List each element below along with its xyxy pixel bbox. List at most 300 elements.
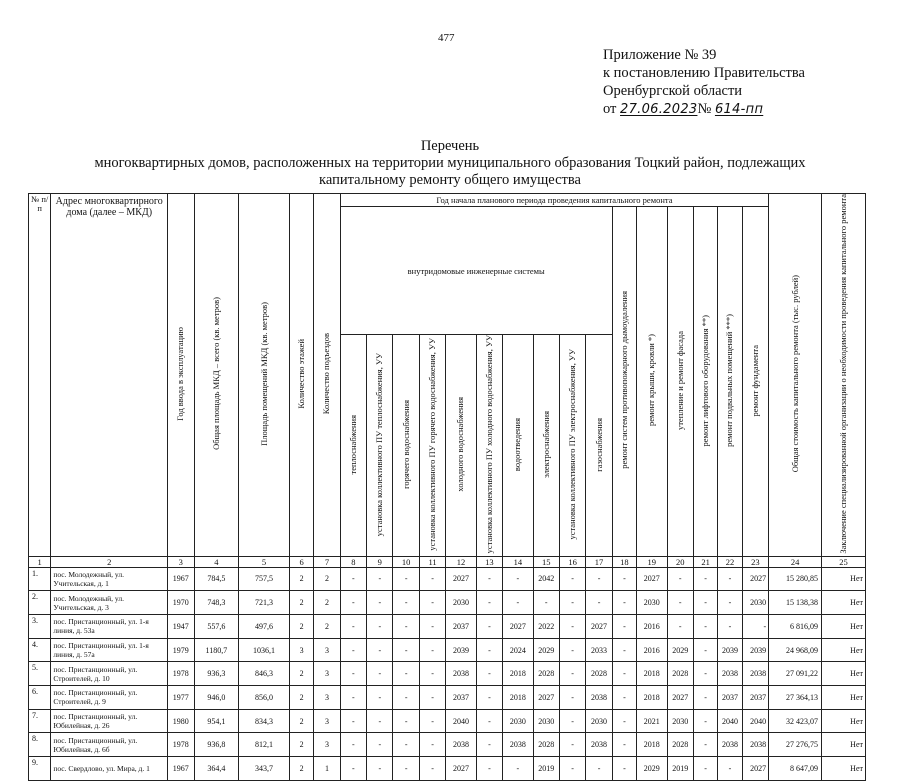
table-cell: 2038: [503, 733, 533, 757]
table-cell: -: [559, 591, 585, 615]
address-cell: пос. Пристанционный, ул. Юбилейная, д. 6б: [51, 733, 168, 757]
table-cell: -: [612, 662, 636, 686]
table-cell: 936,3: [194, 662, 239, 686]
conclusion-cell: Нет: [821, 614, 865, 638]
table-cell: 2019: [533, 757, 559, 781]
row-number: 5.: [29, 662, 51, 686]
table-cell: -: [367, 709, 393, 733]
table-cell: 1970: [168, 591, 194, 615]
table-cell: -: [693, 591, 717, 615]
table-cell: -: [612, 686, 636, 710]
table-cell: 2: [289, 662, 313, 686]
table-cell: 2: [314, 591, 340, 615]
table-cell: 834,3: [239, 709, 290, 733]
cost-cell: 15 138,38: [769, 591, 822, 615]
table-cell: -: [340, 709, 366, 733]
column-number: 24: [769, 556, 822, 567]
table-cell: 954,1: [194, 709, 239, 733]
table-cell: 721,3: [239, 591, 290, 615]
table-cell: 3: [314, 686, 340, 710]
appendix-date-line: [603, 100, 805, 119]
table-cell: 497,6: [239, 614, 290, 638]
table-cell: 784,5: [194, 567, 239, 591]
table-cell: -: [393, 567, 419, 591]
header-work-11: ремонт систем противопожарного дымоудаления: [618, 291, 629, 470]
column-number: 7: [314, 556, 340, 567]
table-cell: -: [340, 567, 366, 591]
table-cell: 2: [289, 614, 313, 638]
table-cell: 2: [289, 709, 313, 733]
table-cell: 2: [314, 567, 340, 591]
table-cell: -: [476, 567, 502, 591]
table-cell: 2039: [446, 638, 476, 662]
row-number: 3.: [29, 614, 51, 638]
table-cell: 2024: [503, 638, 533, 662]
table-cell: 3: [314, 638, 340, 662]
table-body: [29, 567, 866, 780]
header-address: Адрес многоквартирного дома (далее – МКД): [51, 194, 168, 557]
title-line-2: многоквартирных домов, расположенных на территории муниципального образования Тоцкий район, подлежащих: [94, 155, 806, 171]
table-cell: -: [476, 662, 502, 686]
table-cell: 2038: [586, 686, 612, 710]
table-cell: -: [667, 567, 693, 591]
table-cell: 856,0: [239, 686, 290, 710]
conclusion-cell: Нет: [821, 733, 865, 757]
cost-cell: 27 091,22: [769, 662, 822, 686]
table-cell: -: [718, 567, 742, 591]
table-cell: 1036,1: [239, 638, 290, 662]
column-number: 8: [340, 556, 366, 567]
table-cell: 2038: [586, 733, 612, 757]
conclusion-cell: Нет: [821, 591, 865, 615]
header-year-built: Год ввода в эксплуатацию: [175, 326, 186, 421]
table-cell: 2018: [637, 733, 667, 757]
address-cell: пос. Пристанционный, ул. Юбилейная, д. 26: [51, 709, 168, 733]
table-cell: 2038: [742, 662, 769, 686]
column-number: 4: [194, 556, 239, 567]
table-cell: 2027: [586, 614, 612, 638]
housing-repair-table: [28, 193, 866, 781]
column-number: 9: [367, 556, 393, 567]
table-cell: 2037: [446, 686, 476, 710]
table-cell: -: [367, 757, 393, 781]
table-cell: 2030: [742, 591, 769, 615]
table-cell: -: [559, 757, 585, 781]
table-cell: 2038: [718, 733, 742, 757]
table-cell: 557,6: [194, 614, 239, 638]
header-plan-period: Год начала планового периода проведения капитального ремонта: [340, 194, 768, 207]
table-cell: -: [559, 733, 585, 757]
table-cell: -: [693, 567, 717, 591]
table-cell: 2: [289, 757, 313, 781]
cost-cell: 32 423,07: [769, 709, 822, 733]
header-floors: Количество этажей: [296, 339, 307, 409]
header-premises-area: Площадь помещений МКД (кв. метров): [258, 301, 269, 446]
column-number-row: [29, 556, 866, 567]
header-work-13: утепление и ремонт фасада: [674, 330, 685, 430]
table-cell: 2030: [503, 709, 533, 733]
table-cell: -: [559, 709, 585, 733]
table-cell: 2030: [637, 591, 667, 615]
address-cell: пос. Молодежный, ул. Учительская, д. 3: [51, 591, 168, 615]
column-number: 10: [393, 556, 419, 567]
table-cell: 2021: [637, 709, 667, 733]
header-work-1: теплоснабжения: [347, 414, 358, 475]
column-number: 1: [29, 556, 51, 567]
number-prefix: №: [697, 101, 712, 117]
table-cell: 2018: [503, 686, 533, 710]
address-cell: пос. Пристанционный, ул. Строителей, д. 10: [51, 662, 168, 686]
table-row: [29, 709, 866, 733]
table-cell: 2028: [586, 662, 612, 686]
table-cell: 2027: [742, 567, 769, 591]
table-cell: 2018: [637, 662, 667, 686]
handwritten-number: 614-пп: [714, 102, 764, 117]
table-cell: 1180,7: [194, 638, 239, 662]
header-work-4: установка коллективного ПУ горячего водоснабжения, УУ: [427, 338, 438, 551]
table-cell: -: [476, 591, 502, 615]
table-cell: -: [476, 686, 502, 710]
table-cell: -: [419, 591, 445, 615]
table-cell: -: [718, 757, 742, 781]
header-work-3: горячего водоснабжения: [400, 400, 411, 489]
table-cell: 1979: [168, 638, 194, 662]
table-cell: 2027: [503, 614, 533, 638]
table-cell: 1978: [168, 662, 194, 686]
table-cell: -: [419, 662, 445, 686]
table-cell: 1: [314, 757, 340, 781]
table-cell: -: [612, 567, 636, 591]
table-cell: -: [476, 757, 502, 781]
table-cell: -: [393, 733, 419, 757]
table-cell: 2038: [446, 662, 476, 686]
table-cell: -: [718, 614, 742, 638]
table-cell: -: [393, 638, 419, 662]
table-cell: -: [393, 614, 419, 638]
table-cell: 2019: [667, 757, 693, 781]
table-cell: 2028: [533, 662, 559, 686]
table-cell: 2037: [718, 686, 742, 710]
table-cell: -: [612, 638, 636, 662]
table-cell: -: [419, 567, 445, 591]
table-cell: 2029: [533, 638, 559, 662]
table-cell: 936,8: [194, 733, 239, 757]
appendix-block: [603, 46, 805, 119]
table-cell: -: [476, 733, 502, 757]
column-number: 3: [168, 556, 194, 567]
table-row: [29, 757, 866, 781]
table-cell: 757,5: [239, 567, 290, 591]
table-cell: 343,7: [239, 757, 290, 781]
table-cell: 2027: [446, 757, 476, 781]
row-number: 1.: [29, 567, 51, 591]
table-cell: 812,1: [239, 733, 290, 757]
header-cost: Общая стоимость капитального ремонта (тыс. рублей): [789, 275, 800, 473]
table-cell: -: [612, 591, 636, 615]
row-number: 6.: [29, 686, 51, 710]
header-work-9: установка коллективного ПУ электроснабжения, УУ: [567, 349, 578, 540]
table-cell: -: [419, 757, 445, 781]
table-cell: 2016: [637, 638, 667, 662]
table-cell: -: [419, 614, 445, 638]
table-cell: 2033: [586, 638, 612, 662]
table-cell: -: [419, 686, 445, 710]
column-number: 23: [742, 556, 769, 567]
table-cell: -: [693, 686, 717, 710]
table-cell: 3: [314, 733, 340, 757]
table-cell: -: [393, 686, 419, 710]
table-cell: -: [393, 709, 419, 733]
cost-cell: 6 816,09: [769, 614, 822, 638]
table-row: [29, 638, 866, 662]
address-cell: пос. Молодежный, ул. Учительская, д. 1: [51, 567, 168, 591]
conclusion-cell: Нет: [821, 709, 865, 733]
table-cell: -: [693, 662, 717, 686]
table-cell: -: [693, 757, 717, 781]
table-row: [29, 686, 866, 710]
table-cell: 364,4: [194, 757, 239, 781]
table-cell: -: [367, 662, 393, 686]
table-cell: -: [393, 757, 419, 781]
table-cell: -: [559, 567, 585, 591]
table-cell: 1967: [168, 567, 194, 591]
table-cell: -: [340, 686, 366, 710]
table-cell: -: [419, 733, 445, 757]
row-number: 4.: [29, 638, 51, 662]
conclusion-cell: Нет: [821, 638, 865, 662]
table-cell: -: [476, 709, 502, 733]
table-row: [29, 733, 866, 757]
table-cell: -: [667, 591, 693, 615]
appendix-line-2: к постановлению Правительства: [603, 65, 805, 81]
column-number: 13: [476, 556, 502, 567]
table-cell: -: [419, 638, 445, 662]
table-cell: -: [476, 614, 502, 638]
table-cell: -: [742, 614, 769, 638]
cost-cell: 8 647,09: [769, 757, 822, 781]
table-cell: 1978: [168, 733, 194, 757]
table-cell: 2040: [718, 709, 742, 733]
row-number: 9.: [29, 757, 51, 781]
table-cell: 2018: [637, 686, 667, 710]
table-cell: -: [367, 567, 393, 591]
table-cell: 2030: [446, 591, 476, 615]
appendix-line-3: Оренбургской области: [603, 83, 743, 99]
column-number: 25: [821, 556, 865, 567]
cost-cell: 27 276,75: [769, 733, 822, 757]
header-work-12: ремонт крыши, кровли *): [646, 334, 657, 427]
table-cell: 1967: [168, 757, 194, 781]
column-number: 19: [637, 556, 667, 567]
table-cell: -: [586, 591, 612, 615]
date-prefix: от: [603, 101, 617, 117]
conclusion-cell: Нет: [821, 686, 865, 710]
header-work-15: ремонт подвальных помещений ***): [724, 313, 735, 447]
header-work-2: установка коллективного ПУ теплоснабжения, УУ: [374, 352, 385, 537]
table-cell: 2018: [503, 662, 533, 686]
header-np: № п/п: [29, 194, 51, 557]
table-cell: 1947: [168, 614, 194, 638]
table-cell: -: [559, 686, 585, 710]
header-work-8: электроснабжения: [540, 411, 551, 478]
table-cell: -: [419, 709, 445, 733]
header-engineering: внутридомовые инженерные системы: [340, 207, 612, 335]
table-cell: -: [340, 757, 366, 781]
column-number: 16: [559, 556, 585, 567]
table-cell: -: [340, 638, 366, 662]
table-cell: 2030: [586, 709, 612, 733]
title-line-1: Перечень: [420, 138, 480, 154]
table-cell: -: [367, 638, 393, 662]
table-cell: 2027: [533, 686, 559, 710]
document-title: [40, 138, 860, 189]
cost-cell: 27 364,13: [769, 686, 822, 710]
table-cell: 2028: [533, 733, 559, 757]
table-cell: 846,3: [239, 662, 290, 686]
table-cell: 1977: [168, 686, 194, 710]
column-number: 21: [693, 556, 717, 567]
header-conclusion: Заключение специализированной организации о необходимости проведения капитального ремонта: [837, 194, 848, 554]
column-number: 20: [667, 556, 693, 567]
row-number: 8.: [29, 733, 51, 757]
table-cell: -: [367, 733, 393, 757]
table-cell: 2038: [446, 733, 476, 757]
table-cell: -: [503, 591, 533, 615]
header-total-area: Общая площадь МКД – всего (кв. метров): [210, 297, 221, 451]
table-row: [29, 591, 866, 615]
header-work-14: ремонт лифтового оборудования **): [700, 314, 711, 447]
table-cell: -: [367, 686, 393, 710]
table-cell: -: [393, 591, 419, 615]
column-number: 2: [51, 556, 168, 567]
table-cell: -: [586, 567, 612, 591]
column-number: 5: [239, 556, 290, 567]
table-cell: -: [612, 757, 636, 781]
table-cell: 2029: [667, 638, 693, 662]
table-cell: 2040: [742, 709, 769, 733]
table-cell: -: [693, 614, 717, 638]
table-cell: -: [612, 709, 636, 733]
table-cell: 3: [289, 638, 313, 662]
header-work-7: водоотведения: [512, 417, 523, 472]
table-cell: 2027: [742, 757, 769, 781]
table-cell: 2: [289, 733, 313, 757]
table-cell: -: [718, 591, 742, 615]
table-cell: 2: [289, 686, 313, 710]
column-number: 12: [446, 556, 476, 567]
table-cell: -: [533, 591, 559, 615]
table-cell: 2027: [667, 686, 693, 710]
table-cell: 2: [314, 614, 340, 638]
cost-cell: 24 968,09: [769, 638, 822, 662]
table-cell: 1980: [168, 709, 194, 733]
table-cell: 2042: [533, 567, 559, 591]
address-cell: пос. Пристанционный, ул. Строителей, д. 9: [51, 686, 168, 710]
table-cell: 2028: [667, 733, 693, 757]
page-number: 477: [438, 32, 455, 44]
table-cell: -: [340, 733, 366, 757]
address-cell: пос. Пристанционный, ул. 1-я линия, д. 53а: [51, 614, 168, 638]
table-cell: 3: [314, 709, 340, 733]
table-cell: 2030: [667, 709, 693, 733]
table-cell: -: [340, 591, 366, 615]
column-number: 17: [586, 556, 612, 567]
table-row: [29, 662, 866, 686]
table-cell: 2039: [718, 638, 742, 662]
address-cell: пос. Пристанционный, ул. 1-я линия, д. 57а: [51, 638, 168, 662]
table-row: [29, 614, 866, 638]
column-number: 14: [503, 556, 533, 567]
table-cell: -: [693, 638, 717, 662]
cost-cell: 15 280,85: [769, 567, 822, 591]
conclusion-cell: Нет: [821, 662, 865, 686]
table-cell: -: [612, 614, 636, 638]
table-cell: 748,3: [194, 591, 239, 615]
column-number: 11: [419, 556, 445, 567]
table-cell: -: [393, 662, 419, 686]
table-cell: -: [340, 662, 366, 686]
table-cell: -: [559, 638, 585, 662]
header-work-10: газоснабжения: [593, 417, 604, 472]
table-cell: 2038: [718, 662, 742, 686]
table-cell: -: [667, 614, 693, 638]
table-cell: 2022: [533, 614, 559, 638]
row-number: 7.: [29, 709, 51, 733]
table-cell: -: [559, 614, 585, 638]
appendix-line-1: Приложение № 39: [603, 47, 717, 63]
header-entrances: Количество подъездов: [321, 333, 332, 415]
title-line-3: капитальному ремонту общего имущества: [319, 172, 581, 188]
table-cell: 2028: [667, 662, 693, 686]
conclusion-cell: Нет: [821, 567, 865, 591]
table-cell: 2: [289, 567, 313, 591]
column-number: 6: [289, 556, 313, 567]
table-cell: 2: [289, 591, 313, 615]
table-cell: 2037: [446, 614, 476, 638]
table-cell: -: [367, 591, 393, 615]
table-cell: 2016: [637, 614, 667, 638]
table-cell: 3: [314, 662, 340, 686]
table-cell: 946,0: [194, 686, 239, 710]
handwritten-date: 27.06.2023: [620, 102, 698, 117]
table-cell: 2039: [742, 638, 769, 662]
table-cell: -: [693, 709, 717, 733]
table-cell: 2027: [446, 567, 476, 591]
address-cell: пос. Свердлово, ул. Мира, д. 1: [51, 757, 168, 781]
table-cell: -: [586, 757, 612, 781]
column-number: 22: [718, 556, 742, 567]
table-cell: -: [476, 638, 502, 662]
column-number: 18: [612, 556, 636, 567]
table-cell: 2030: [533, 709, 559, 733]
table-cell: 2027: [637, 567, 667, 591]
table-row: [29, 567, 866, 591]
table-cell: -: [503, 757, 533, 781]
table-cell: -: [340, 614, 366, 638]
header-work-5: холодного водоснабжения: [455, 397, 466, 492]
header-work-16: ремонт фундамента: [749, 344, 760, 417]
table-cell: 2038: [742, 733, 769, 757]
header-work-6: установка коллективного ПУ холодного водоснабжения, УУ: [483, 335, 494, 554]
table-cell: 2037: [742, 686, 769, 710]
table-cell: 2029: [637, 757, 667, 781]
column-number: 15: [533, 556, 559, 567]
table-cell: -: [693, 733, 717, 757]
table-cell: -: [503, 567, 533, 591]
table-cell: -: [367, 614, 393, 638]
conclusion-cell: Нет: [821, 757, 865, 781]
table-cell: -: [612, 733, 636, 757]
